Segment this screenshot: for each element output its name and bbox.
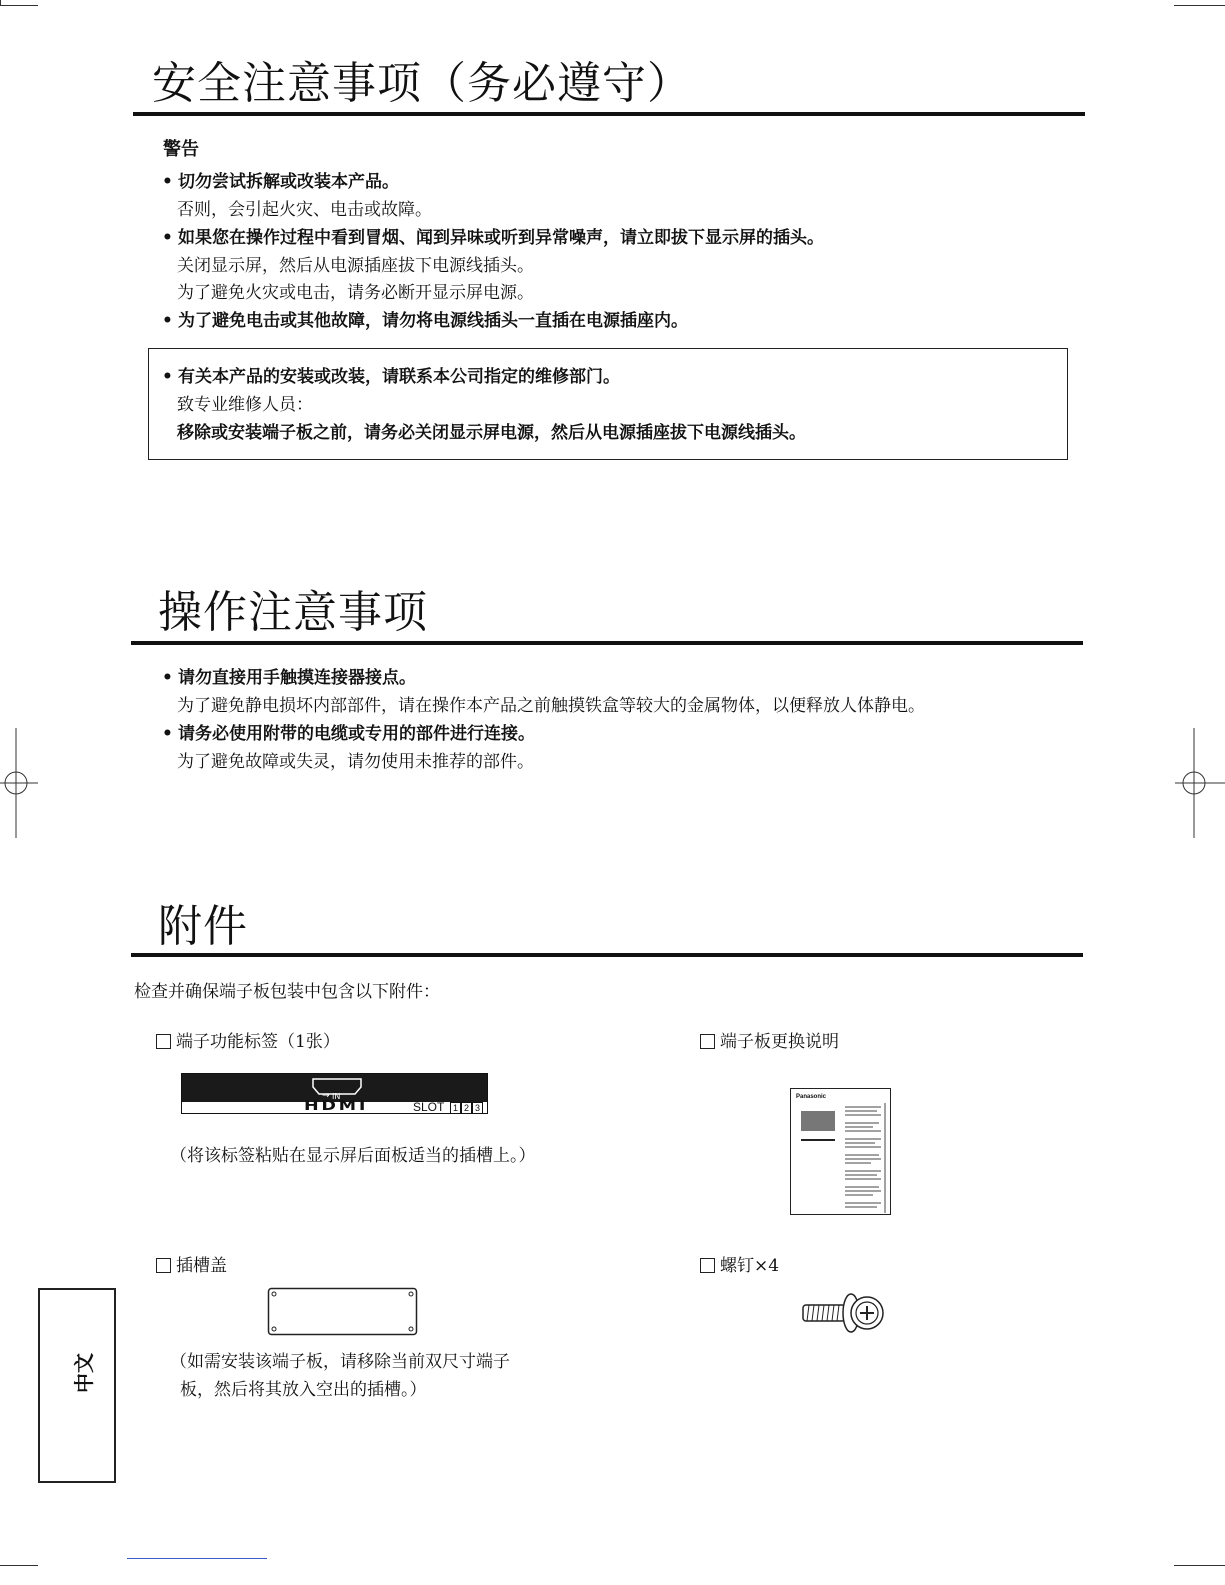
terminal-label-sticker	[181, 1073, 488, 1114]
warning-label: 警告	[163, 139, 199, 160]
operation-title-rule	[131, 641, 1083, 645]
safety-item-2-note-2: 为了避免火灾或电击，请务必断开显示屏电源。	[177, 283, 534, 303]
sticker-in-text: IN	[332, 1092, 341, 1101]
checkbox-icon	[156, 1034, 171, 1049]
accessory-screws-text: 螺钉×4	[720, 1256, 780, 1276]
sticker-slot-text: SLOT	[413, 1100, 445, 1114]
crop-mark-bottom-center	[127, 1558, 267, 1559]
operation-item-2-note: 为了避免故障或失灵，请勿使用未推荐的部件。	[177, 752, 534, 772]
checkbox-icon	[700, 1034, 715, 1049]
language-tab	[38, 1288, 116, 1483]
input-arrow-icon: →	[322, 1091, 330, 1101]
manual-text-lines	[843, 1103, 889, 1213]
crop-mark-bottom-left	[0, 1565, 38, 1566]
service-notice-note: 致专业维修人员：	[177, 395, 313, 415]
screw-icon	[801, 1290, 887, 1336]
manual-cover-image	[801, 1111, 835, 1131]
service-notice-instruction: 移除或安装端子板之前，请务必关闭显示屏电源，然后从电源插座拔下电源线插头。	[177, 423, 806, 443]
manual-cover-rule	[801, 1139, 835, 1141]
language-tab-label: 中文	[72, 1353, 96, 1393]
terminal-label-note: （将该标签粘贴在显示屏后面板适当的插槽上。）	[170, 1146, 536, 1166]
crop-mark-bottom-right	[1174, 1565, 1225, 1566]
slot-cover-note-line-2: 板，然后将其放入空出的插槽。）	[180, 1380, 427, 1400]
safety-item-3: • 为了避免电击或其他故障，请勿将电源线插头一直插在电源插座内。	[178, 310, 688, 332]
accessories-title: 附件	[158, 901, 248, 952]
accessory-replacement-manual-text: 端子板更换说明	[720, 1032, 839, 1052]
operation-item-2: • 请务必使用附带的电缆或专用的部件进行连接。	[178, 723, 535, 745]
slot-number-2: 2	[461, 1102, 472, 1114]
safety-item-2: • 如果您在操作过程中看到冒烟、闻到异味或听到异常噪声，请立即拔下显示屏的插头。	[178, 227, 824, 249]
operation-item-1-note: 为了避免静电损坏内部部件，请在操作本产品之前触摸铁盒等较大的金属物体，以便释放人体静电。	[177, 696, 925, 716]
slot-cover-illustration	[267, 1287, 419, 1337]
safety-item-1: • 切勿尝试拆解或改装本产品。	[178, 171, 399, 193]
operation-title: 操作注意事项	[158, 587, 428, 638]
registration-mark-left	[0, 728, 40, 838]
manual-booklet-illustration	[790, 1088, 891, 1215]
slot-cover-note-line-1: （如需安装该端子板，请移除当前双尺寸端子	[170, 1352, 510, 1372]
checkbox-icon	[156, 1258, 171, 1273]
accessories-intro: 检查并确保端子板包装中包含以下附件：	[134, 982, 440, 1002]
hdmi-logo: HDMI	[304, 1099, 369, 1114]
accessory-slot-cover	[156, 1255, 227, 1277]
accessory-replacement-manual	[700, 1031, 839, 1053]
crop-mark-top-right	[1174, 5, 1225, 6]
accessory-terminal-label-text: 端子功能标签（1张）	[176, 1032, 340, 1052]
crop-mark-top-left-h	[0, 5, 38, 6]
accessories-title-rule	[131, 953, 1083, 957]
accessory-slot-cover-text: 插槽盖	[176, 1256, 227, 1276]
operation-item-1: • 请勿直接用手触摸连接器接点。	[178, 667, 416, 689]
safety-item-2-note-1: 关闭显示屏，然后从电源插座拔下电源线插头。	[177, 256, 534, 276]
registration-mark-right	[1175, 728, 1225, 838]
service-notice-text: • 有关本产品的安装或改装，请联系本公司指定的维修部门。	[178, 366, 620, 388]
safety-item-1-note: 否则，会引起火灾、电击或故障。	[177, 200, 432, 220]
checkbox-icon	[700, 1258, 715, 1273]
accessory-terminal-label	[156, 1031, 340, 1053]
slot-number-3: 3	[472, 1102, 483, 1114]
safety-title-rule	[133, 112, 1085, 116]
accessory-screws	[700, 1255, 779, 1277]
manual-brand: Panasonic	[796, 1094, 827, 1100]
safety-title: 安全注意事项（务必遵守）	[152, 58, 692, 109]
slot-number-1: 1	[450, 1102, 461, 1114]
sticker-slot-numbers	[450, 1102, 483, 1114]
